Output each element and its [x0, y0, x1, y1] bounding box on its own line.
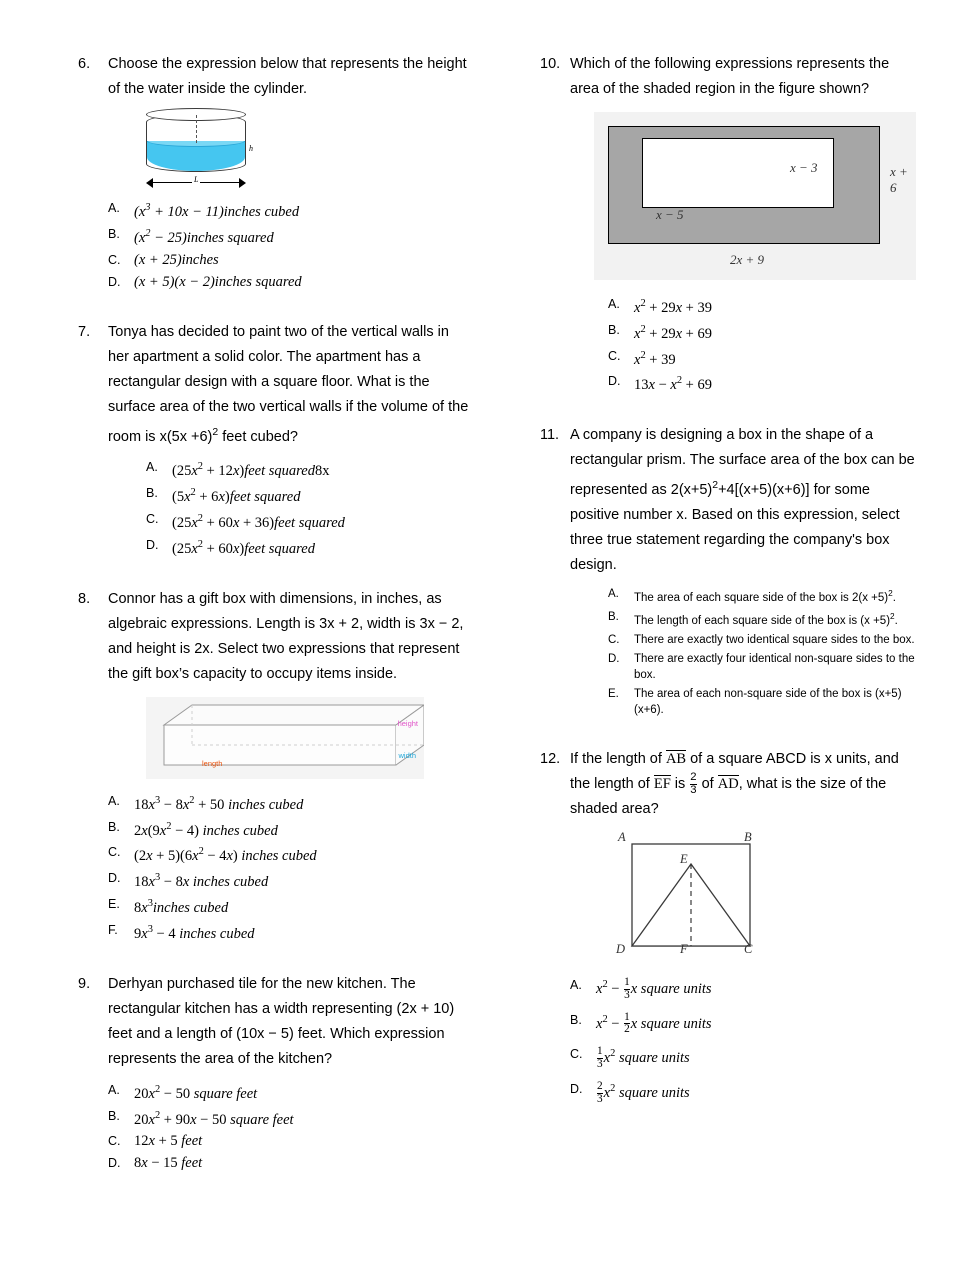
- cylinder-axis-dashed-line: [196, 115, 197, 143]
- choice-text: $x^2$ − $\frac{1}{3}$ x square units: [596, 975, 712, 1001]
- question-text: Derhyan purchased tile for the new kitchen. The rectangular kitchen has a width representing (2x + 10) feet and a length of (10x − 5) feet. Which expression represents the area of the kitchen?: [108, 975, 455, 1067]
- choice-label: C.: [146, 512, 159, 527]
- choice-text: $13x - x^2 + 69$: [634, 375, 712, 394]
- outer-bottom-label: 2x + 9: [730, 252, 765, 267]
- choice-text: $x^2 + 39$: [634, 349, 676, 368]
- choice-text: $9x^3 - 4$ inches cubed: [134, 923, 255, 942]
- choice-label: A.: [608, 588, 619, 601]
- choice-text: $8x^3inches$ cubed: [134, 898, 229, 916]
- choice-e[interactable]: [108, 894, 470, 918]
- gift-box-drawing: [146, 697, 424, 779]
- question-number: 11.: [540, 427, 560, 444]
- question-number: 8.: [78, 590, 91, 607]
- choice-label: C.: [108, 252, 121, 267]
- choice-text: $(2x + 5)(6x^2 - 4x)$ inches cubed: [134, 846, 317, 865]
- vertex-label-e: E: [680, 851, 688, 866]
- choice-label: D.: [608, 652, 620, 665]
- inner-left-label: x − 5: [656, 207, 684, 222]
- choice-c[interactable]: [608, 632, 920, 648]
- vertex-label-d: D: [616, 941, 626, 956]
- cylinder-water-fill: [147, 141, 245, 171]
- choice-label: F.: [108, 922, 118, 937]
- answer-choices: [108, 791, 470, 944]
- choice-label: A.: [608, 297, 620, 311]
- choice-b[interactable]: [608, 320, 920, 344]
- choice-label: B.: [108, 819, 120, 834]
- choice-a[interactable]: [108, 791, 470, 815]
- choice-c[interactable]: [108, 250, 470, 270]
- choice-text: ($5x^2$ + 6x)feet squared: [172, 487, 301, 506]
- cylinder-length-arrow: [146, 175, 246, 188]
- question-number: 10.: [540, 56, 561, 72]
- choice-text: $\frac{1}{3}$ $x^2$ square units: [597, 1045, 690, 1071]
- choice-text: The area of each square side of the box is $2(x +5)^2$.: [634, 589, 896, 604]
- choice-a[interactable]: [608, 294, 920, 318]
- choice-text: ($x^3 + 10x$ − 11)inches cubed: [134, 202, 300, 220]
- choice-b[interactable]: [608, 609, 920, 629]
- choice-c[interactable]: [570, 1044, 920, 1071]
- choice-label: D.: [570, 1082, 583, 1097]
- box-width-label: width: [398, 750, 416, 760]
- choice-text: (x + 25)inches: [134, 251, 219, 268]
- choice-b[interactable]: [570, 1010, 920, 1037]
- choice-d[interactable]: [108, 1153, 470, 1173]
- choice-label: D.: [608, 374, 621, 389]
- choice-label: C.: [608, 633, 620, 646]
- inner-top-label: x − 3: [790, 160, 818, 175]
- choice-text: ($25x^2 + 60x$ + 36)feet squared: [172, 513, 345, 531]
- cylinder-water-figure: [136, 110, 261, 188]
- choice-a[interactable]: [608, 586, 920, 606]
- choice-d[interactable]: [608, 651, 920, 683]
- answer-choices: [108, 198, 470, 292]
- choice-text: $\frac{2}{3}$ $x^2$ square units: [597, 1080, 690, 1106]
- choice-label: D.: [108, 274, 121, 289]
- choice-text: $18x^3 - 8x^2 + 50$ inches cubed: [134, 794, 304, 813]
- outer-right-label: x + 6: [890, 164, 908, 195]
- question-9: [78, 972, 470, 1176]
- choice-d[interactable]: [108, 272, 470, 292]
- arrow-head-right: [239, 178, 246, 188]
- choice-b[interactable]: [108, 1106, 470, 1130]
- choice-text: The area of each non-square side of the box is (x+5)(x+6).: [634, 687, 902, 716]
- vertex-label-a: A: [618, 829, 626, 844]
- question-12: [540, 747, 920, 1108]
- choice-label: A.: [108, 793, 120, 808]
- answer-choices: [608, 586, 920, 718]
- answer-choices: [108, 1080, 470, 1174]
- choice-label: C.: [108, 845, 121, 860]
- choice-a[interactable]: [108, 1080, 470, 1104]
- choice-text: $x^2$ − $\frac{1}{2}$ x square units: [596, 1010, 712, 1036]
- box-height-label: height: [397, 718, 418, 728]
- choice-c[interactable]: [608, 346, 920, 370]
- question-number: 9.: [78, 975, 91, 992]
- choice-b[interactable]: [108, 224, 470, 248]
- right-column: [540, 52, 920, 1134]
- choice-a[interactable]: [570, 975, 920, 1002]
- choice-a[interactable]: [146, 457, 470, 481]
- left-column: [78, 52, 470, 1201]
- choice-text: $x^2 + 29x + 39$: [634, 298, 712, 316]
- choice-d[interactable]: [608, 371, 920, 395]
- choice-text: $18x^3 - 8x$ inches cubed: [134, 872, 269, 891]
- question-6: [78, 52, 470, 294]
- question-text: If the length of AB of a square ABCD is x units, and the length of EF is $\frac{2}{3}$ of AD, what is the size of the shaded area?: [570, 750, 899, 817]
- choice-text: $2x(9x^2 - 4)$ inches cubed: [134, 820, 278, 839]
- vertex-label-c: C: [744, 941, 753, 956]
- choice-label: B.: [608, 322, 620, 337]
- vertex-label-f: F: [680, 941, 688, 956]
- question-text: Connor has a gift box with dimensions, in inches, as algebraic expressions. Length is 3x + 2, width is 3x − 2, and height is 2x. Select two expressions that represent the gift box’s capacity to occupy items inside.: [108, 590, 464, 682]
- choice-b[interactable]: [146, 483, 470, 507]
- question-7: [78, 320, 470, 561]
- choice-text: $x^2 + 29x + 69$: [634, 323, 712, 342]
- choice-label: D.: [108, 871, 121, 886]
- choice-label: C.: [108, 1134, 121, 1149]
- square-abcd-figure: [604, 830, 804, 965]
- choice-text: $20x^2 + 90x - 50$ square feet: [134, 1109, 294, 1128]
- vertex-label-b: B: [744, 829, 752, 844]
- question-8: [78, 587, 470, 946]
- question-text: Choose the expression below that represents the height of the water inside the cylinder.: [108, 56, 467, 97]
- answer-choices: [146, 457, 470, 558]
- question-text: Tonya has decided to paint two of the vertical walls in her apartment a solid color. The apartment has a rectangular design with a square floor. What is the surface area of the two vertical walls if the volume of the room is $x(5x +6)^2$ feet cubed?: [108, 323, 469, 445]
- choice-label: C.: [570, 1047, 583, 1062]
- choice-label: A.: [108, 1082, 120, 1097]
- gift-box-figure: [146, 697, 424, 779]
- choice-text: There are exactly two identical square sides to the box.: [634, 633, 915, 646]
- question-text: A company is designing a box in the shape of a rectangular prism. The surface area of the box can be represented as $2(x+5)^2+4[(x+5)(x+6)]$ for some positive number x. Based on this expression, select three true statement regarding the company's box design.: [570, 427, 915, 574]
- choice-label: D.: [108, 1156, 121, 1171]
- arrow-head-left: [146, 178, 153, 188]
- choice-text: 12x + 5 feet: [134, 1133, 203, 1150]
- choice-label: A.: [146, 460, 158, 475]
- choice-label: B.: [108, 226, 120, 241]
- choice-label: A.: [108, 201, 120, 215]
- choice-label: B.: [146, 486, 158, 501]
- question-10: [540, 52, 920, 397]
- box-length-label: length: [202, 758, 223, 768]
- choice-c[interactable]: [108, 842, 470, 866]
- choice-label: E.: [608, 687, 619, 700]
- choice-label: C.: [608, 348, 621, 363]
- choice-text: 8x − 15 feet: [134, 1155, 203, 1172]
- choice-c[interactable]: [146, 509, 470, 533]
- choice-label: E.: [108, 897, 120, 912]
- question-number: 6.: [78, 56, 91, 72]
- cylinder-length-label: L: [194, 175, 199, 184]
- choice-text: $20x^2 - 50$ square feet: [134, 1083, 258, 1102]
- choice-label: D.: [146, 537, 159, 552]
- choice-c[interactable]: [108, 1131, 470, 1151]
- choice-label: B.: [570, 1012, 582, 1027]
- question-number: 7.: [78, 323, 91, 340]
- choice-d[interactable]: [108, 868, 470, 892]
- choice-text: ($25x^2$ + 60x)feet squared: [172, 538, 315, 557]
- choice-text: There are exactly four identical non-square sides to the box.: [634, 652, 915, 681]
- shaded-rectangle-figure: [594, 112, 916, 280]
- choice-text: The length of each square side of the box is $(x +5)^2$.: [634, 611, 898, 627]
- choice-text: ($x^2$ − 25)inches squared: [134, 227, 274, 246]
- question-text: Which of the following expressions represents the area of the shaded region in the figure shown?: [570, 56, 890, 97]
- answer-choices: [570, 975, 920, 1106]
- choice-label: B.: [608, 610, 619, 623]
- square-abcd-drawing: [604, 830, 804, 965]
- choice-a[interactable]: [108, 198, 470, 222]
- choice-text: ($25x^2$ + 12x)feet squared8x: [172, 461, 330, 480]
- cylinder-height-label: h: [249, 144, 253, 153]
- choice-e[interactable]: [608, 686, 920, 718]
- choice-label: B.: [108, 1108, 120, 1123]
- question-11: [540, 423, 920, 720]
- choice-d[interactable]: [570, 1079, 920, 1106]
- question-number: 12.: [540, 750, 561, 767]
- choice-label: A.: [570, 977, 582, 992]
- choice-b[interactable]: [108, 817, 470, 841]
- answer-choices: [608, 294, 920, 395]
- choice-d[interactable]: [146, 535, 470, 559]
- choice-f[interactable]: [108, 920, 470, 944]
- choice-text: (x + 5)(x − 2)inches squared: [134, 273, 302, 290]
